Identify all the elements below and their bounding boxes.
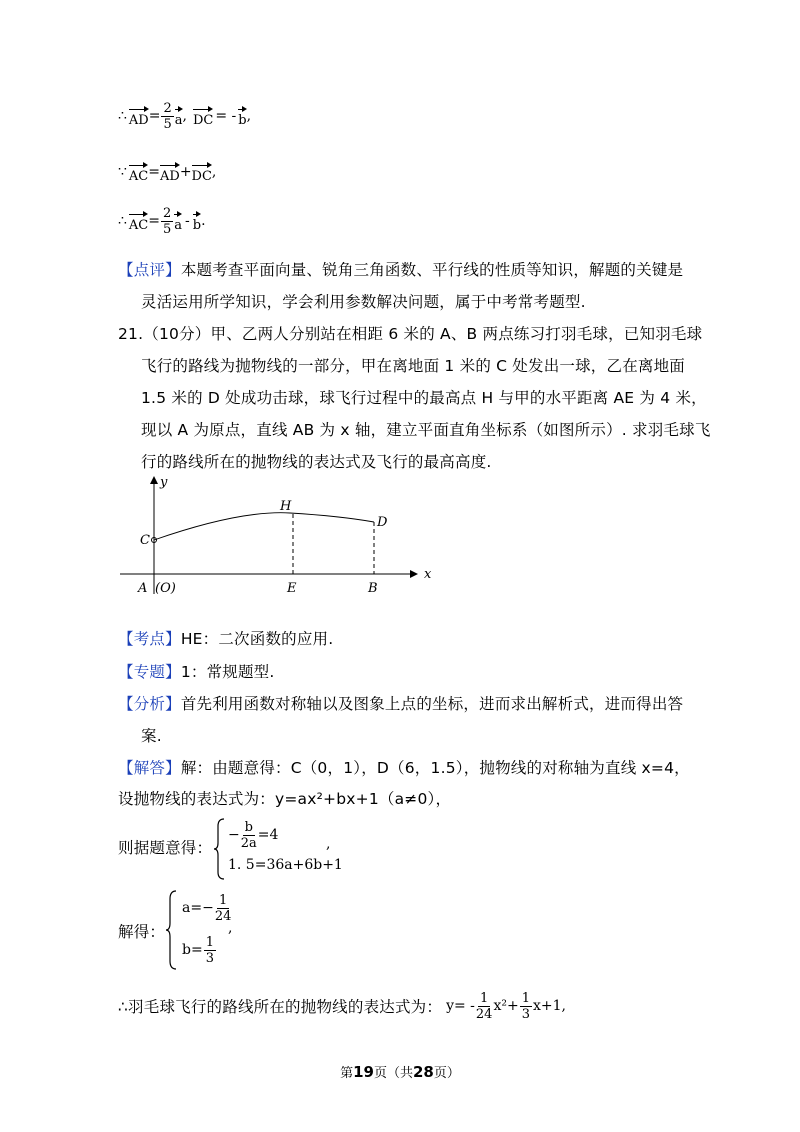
x-plus-one: x+1, <box>532 998 566 1014</box>
system1-brace <box>214 818 226 880</box>
kaodian-line <box>118 627 333 649</box>
numerator: 1 <box>521 990 530 1006</box>
vector-dc: DC <box>192 162 212 183</box>
fraction-one-third <box>520 992 532 1021</box>
label-b: B <box>368 581 378 596</box>
comment-line-1 <box>118 258 683 280</box>
label-e: E <box>287 581 297 596</box>
label-x: x <box>424 567 432 582</box>
numerator: 2 <box>163 100 172 116</box>
vector-dc: DC <box>193 106 213 127</box>
denominator: 24 <box>214 908 232 924</box>
kaodian-tag: 【考点】 <box>118 630 181 648</box>
comment-text: 本题考查平面向量、锐角三角函数、平行线的性质等知识，解题的关键是 <box>180 261 684 279</box>
numerator: 1 <box>480 990 489 1006</box>
y-equals: y= - <box>446 998 475 1014</box>
numerator: 1 <box>205 934 214 950</box>
final-expression <box>118 986 566 1026</box>
system2-brace <box>166 890 178 970</box>
jieda-line-2: 设抛物线的表达式为：y=ax²+bx+1（a≠0）， <box>118 790 452 808</box>
minus-sign: − <box>228 827 240 843</box>
vector-ac: AC <box>129 162 148 183</box>
zhuanti-tag: 【专题】 <box>118 663 181 681</box>
page-number: 19 <box>353 1063 374 1081</box>
question-line-5: 行的路线所在的抛物线的表达式及飞行的最高高度. <box>141 453 492 471</box>
vector-b: b <box>238 106 246 127</box>
vector-step-ad-dc <box>118 99 251 133</box>
jieda-tag: 【解答】 <box>118 759 181 777</box>
question-line-2: 飞行的路线为抛物线的一部分，甲在离地面 1 米的 C 处发出一球，乙在离地面 <box>141 357 685 375</box>
system2-b <box>182 932 217 968</box>
b-equals: b= <box>182 942 203 958</box>
plus-sign: + <box>179 164 192 180</box>
denominator: 5 <box>163 116 172 132</box>
question-number: 21. <box>118 325 144 343</box>
label-d: D <box>377 515 388 530</box>
denominator: 3 <box>521 1006 530 1022</box>
comma: , <box>182 108 187 124</box>
parabola-curve <box>154 513 374 540</box>
label-a: A <box>138 581 148 596</box>
comma: , <box>211 164 217 180</box>
footer-suffix: 页） <box>433 1066 460 1081</box>
equals-sign: = <box>148 213 160 229</box>
numerator: 2 <box>163 205 172 221</box>
numerator: b <box>244 819 253 835</box>
fenxi-tag: 【分析】 <box>118 695 181 713</box>
question-line-3: 1.5 米的 D 处成功击球，球飞行过程中的最高点 H 与甲的水平距离 AE 为 4 米， <box>141 389 707 407</box>
page-footer <box>0 1062 800 1081</box>
system2-a <box>182 890 232 926</box>
kaodian-text: HE：二次函数的应用. <box>180 630 334 648</box>
final-lead: ∴羽毛球飞行的路线所在的抛物线的表达式为： <box>118 998 443 1016</box>
jieda-text: 解：由题意得：C（0，1），D（6，1.5），抛物线的对称轴为直线 x=4， <box>180 759 690 777</box>
equals-sign: = <box>148 108 161 124</box>
comma: , <box>246 108 252 124</box>
vector-b: b <box>193 211 201 232</box>
vector-ad: AD <box>160 162 180 183</box>
vector-a: a <box>175 106 183 127</box>
because-symbol: ∵ <box>118 164 127 180</box>
numerator: 1 <box>218 892 228 908</box>
denominator: 2a <box>240 835 257 851</box>
denominator: 5 <box>163 221 172 237</box>
parabola-figure <box>110 470 450 600</box>
y-axis-arrow <box>150 476 158 484</box>
equals-sign: = <box>148 164 160 180</box>
question-text: （10分）甲、乙两人分别站在相距 6 米的 A、B 两点练习打羽毛球，已知羽毛球 <box>143 325 703 343</box>
zhuanti-line <box>118 660 275 682</box>
therefore-symbol: ∴ <box>118 213 127 229</box>
question-line-4: 现以 A 为原点，直线 AB 为 x 轴，建立平面直角坐标系（如图所示）. 求羽毛球飞 <box>141 421 711 439</box>
vector-step-ac-sum <box>118 160 216 184</box>
period: . <box>201 213 206 229</box>
x-squared-plus: x²+ <box>493 998 519 1014</box>
fenxi-line-1 <box>118 692 683 714</box>
total-pages: 28 <box>413 1063 434 1081</box>
fraction-b-over-2a <box>241 821 257 850</box>
x-axis-arrow <box>410 570 418 578</box>
equals-four: =4 <box>257 827 279 843</box>
vector-a: a <box>174 211 182 232</box>
denominator: 3 <box>205 950 214 966</box>
vector-ad: AD <box>129 106 149 127</box>
footer-prefix: 第 <box>340 1066 354 1081</box>
footer-middle: 页（共 <box>373 1066 413 1081</box>
vector-ac: AC <box>129 211 148 232</box>
fraction-one-24 <box>215 894 232 923</box>
comment-line-2: 灵活运用所学知识，学会利用参数解决问题，属于中考常考题型. <box>141 293 586 311</box>
jieda-line-1 <box>118 756 690 778</box>
fraction-two-fifths <box>161 207 173 236</box>
vector-step-ac-result <box>118 204 206 238</box>
therefore-symbol: ∴ <box>118 108 127 124</box>
system2-lead: 解得： <box>118 923 166 941</box>
fraction-one-third <box>204 936 216 965</box>
system1-eq1 <box>228 818 278 852</box>
fraction-two-fifths <box>161 102 173 131</box>
question-line-1 <box>118 322 702 344</box>
fenxi-line-2: 案. <box>141 727 162 745</box>
label-c: C <box>140 533 150 548</box>
system1-comma: , <box>326 836 331 852</box>
comment-tag: 【点评】 <box>118 261 181 279</box>
system1-eq2: 1. 5=36a+6b+1 <box>228 857 343 873</box>
fraction-one-24 <box>476 992 493 1021</box>
minus-sign: - <box>185 213 190 229</box>
a-equals: a=− <box>182 900 214 916</box>
equals-minus: = - <box>215 108 237 124</box>
system2-comma: , <box>228 920 233 936</box>
system1-lead: 则据题意得： <box>118 839 213 857</box>
denominator: 24 <box>475 1006 493 1022</box>
label-o: (O) <box>155 581 176 596</box>
label-y: y <box>160 475 168 490</box>
zhuanti-text: 1：常规题型. <box>180 663 275 681</box>
fenxi-text: 首先利用函数对称轴以及图象上点的坐标，进而求出解析式，进而得出答 <box>180 695 684 713</box>
label-h: H <box>280 499 292 514</box>
